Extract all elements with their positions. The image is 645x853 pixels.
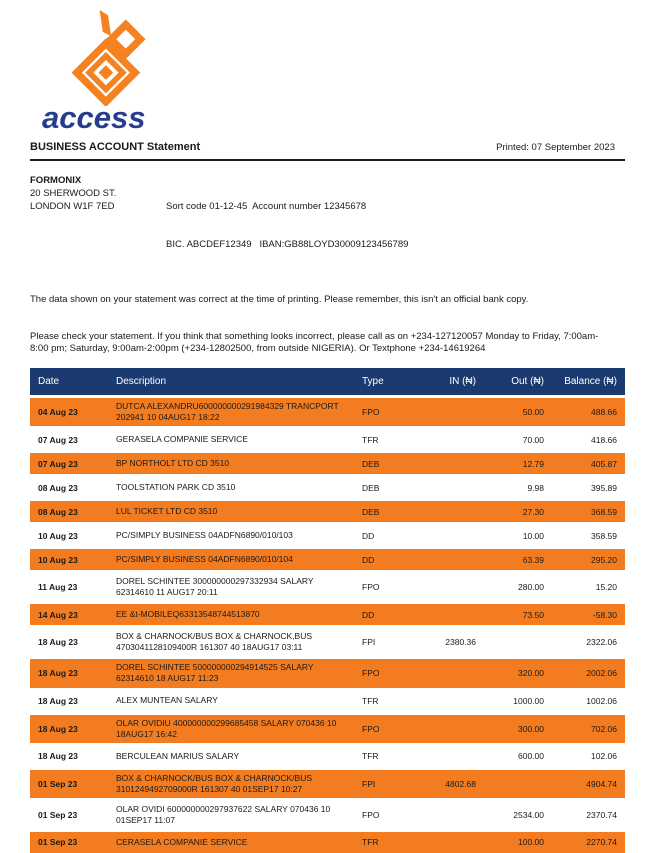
bank-wordmark: access [42, 100, 146, 135]
out-cell: 600.00 [518, 751, 544, 762]
table-row [30, 746, 625, 767]
description-cell: DOREL SCHINTEE 500000000294914525 SALARY 62314610 18 AUG17 11:23 [116, 662, 314, 684]
table-row [30, 604, 625, 625]
description-cell: BOX & CHARNOCK/BUS BOX & CHARNOCK,BUS 4703041128109400R 161307 40 18AUG17 03:11 [116, 631, 313, 653]
description-cell: CERASELA COMPANIE SERVICE [116, 836, 248, 847]
description-cell: EE &t-MOBILEQ63313548744513870 [116, 609, 260, 620]
description-cell: BP NORTHOLT LTD CD 3510 [116, 458, 230, 469]
out-cell: 73.50 [522, 609, 544, 620]
table-row [30, 832, 625, 853]
type-cell: FPI [362, 778, 376, 789]
table-row [30, 573, 625, 601]
date-cell: 18 Aug 23 [38, 696, 78, 706]
column-header-date: Date [38, 376, 60, 388]
balance-cell: 395.89 [591, 482, 617, 493]
type-cell: DD [362, 530, 375, 541]
out-cell: 70.00 [522, 434, 544, 445]
account-address [30, 175, 166, 278]
date-cell: 10 Aug 23 [38, 530, 78, 541]
account-codes [166, 175, 408, 278]
type-cell: DEB [362, 458, 380, 469]
description-cell: LUL TICKET LTD CD 3510 [116, 506, 218, 517]
out-cell: 300.00 [518, 723, 544, 734]
column-header-balance: Balance (₦) [564, 376, 617, 388]
date-cell: 18 Aug 23 [38, 637, 78, 648]
type-cell: FPO [362, 668, 380, 679]
description-cell: OLAR OVIDI 600000000297937622 SALARY 070436 10 01SEP17 11:07 [116, 803, 331, 825]
table-row [30, 501, 625, 522]
date-cell: 10 Aug 23 [38, 554, 78, 565]
account-info [30, 175, 625, 278]
in-cell: 2380.36 [445, 637, 476, 648]
date-cell: 01 Sep 23 [38, 778, 78, 789]
type-cell: DEB [362, 506, 380, 517]
description-cell: PC/SIMPLY BUSINESS 04ADFN6890/010/103 [116, 530, 293, 541]
type-cell: TFR [362, 837, 379, 848]
out-cell: 27.30 [522, 506, 544, 517]
column-header-type: Type [362, 376, 384, 388]
table-row [30, 715, 625, 743]
table-row [30, 549, 625, 570]
access-diamond-icon [70, 10, 146, 106]
balance-cell: 358.59 [591, 530, 617, 541]
out-cell: 10.00 [522, 530, 544, 541]
printed-date: Printed: 07 September 2023 [496, 142, 615, 153]
out-cell: 280.00 [518, 582, 544, 593]
date-cell: 07 Aug 23 [38, 434, 78, 445]
description-cell: OLAR OVIDIU 400000000299685458 SALARY 070436 10 18AUG17 16:42 [116, 717, 337, 739]
balance-cell: 1002.06 [586, 696, 617, 706]
balance-cell: 2322.06 [586, 637, 617, 648]
description-cell: BERCULEAN MARIUS SALARY [116, 750, 240, 761]
bank-logo [40, 10, 625, 133]
account-name: FORMONIX [30, 175, 82, 186]
type-cell: FPI [362, 637, 376, 648]
balance-cell: 405.87 [591, 458, 617, 469]
out-cell: 2534.00 [513, 809, 544, 820]
table-row [30, 770, 625, 798]
table-row [30, 628, 625, 656]
description-cell: BOX & CHARNOCK/BUS BOX & CHARNOCK/BUS 3101249492709000R 161307 40 01SEP17 10:27 [116, 772, 313, 794]
balance-cell: 15.20 [595, 582, 617, 593]
balance-cell: 488.66 [591, 407, 617, 418]
date-cell: 11 Aug 23 [38, 582, 78, 593]
title-bar [30, 141, 625, 161]
out-cell: 63.39 [522, 554, 544, 565]
balance-cell: 2370.74 [586, 809, 617, 820]
column-header-in: IN (₦) [449, 376, 476, 388]
type-cell: FPO [362, 582, 380, 593]
date-cell: 01 Sep 23 [38, 837, 78, 848]
date-cell: 08 Aug 23 [38, 506, 78, 517]
date-cell: 18 Aug 23 [38, 668, 78, 679]
date-cell: 18 Aug 23 [38, 751, 78, 762]
description-cell: GERASELA COMPANIE SERVICE [116, 434, 248, 445]
type-cell: FPO [362, 809, 380, 820]
balance-cell: 2002.06 [586, 668, 617, 679]
balance-cell: 2270.74 [586, 837, 617, 848]
type-cell: TFR [362, 696, 379, 706]
description-cell: TOOLSTATION PARK CD 3510 [116, 482, 236, 493]
balance-cell: 295.20 [591, 554, 617, 565]
page-title: BUSINESS ACCOUNT Statement [30, 141, 201, 153]
table-row [30, 453, 625, 474]
in-cell: 4802.68 [445, 778, 476, 789]
out-cell: 1000.00 [513, 696, 544, 706]
address-line-1: 20 SHERWOOD ST. [30, 187, 117, 199]
type-cell: FPO [362, 723, 380, 734]
check-statement-notice: Please check your statement. If you think that something looks incorrect, please call as on +234-127120057 Monday to Friday, 7:00am-8:00 pm; Saturday, 9:00am-2:00pm (+234-12802500, from outside NIGERIA). Or Textphone +234-14619264 [30, 330, 599, 355]
date-cell: 14 Aug 23 [38, 609, 78, 620]
table-row [30, 801, 625, 829]
balance-cell: 702.06 [591, 723, 617, 734]
column-header-out: Out (₦) [511, 376, 544, 388]
balance-cell: 102.06 [591, 751, 617, 762]
table-header-row [30, 368, 625, 395]
column-header-description: Description [116, 376, 167, 388]
out-cell: 320.00 [518, 668, 544, 679]
date-cell: 07 Aug 23 [38, 458, 78, 469]
table-row [30, 659, 625, 687]
type-cell: DD [362, 609, 375, 620]
table-row [30, 525, 625, 546]
bic-iban-line: BIC. ABCDEF12349 IBAN:GB88LOYD30009123456789 [166, 239, 409, 251]
data-correct-notice: The data shown on your statement was correct at the time of printing. Please remember, this isn't an official bank copy. [30, 293, 529, 305]
out-cell: 12.79 [522, 458, 544, 469]
table-row [30, 691, 625, 712]
table-row [30, 429, 625, 450]
date-cell: 08 Aug 23 [38, 482, 78, 493]
balance-cell: 418.66 [591, 434, 617, 445]
date-cell: 04 Aug 23 [38, 407, 78, 418]
out-cell: 50.00 [522, 407, 544, 418]
type-cell: FPO [362, 407, 380, 418]
table-row [30, 477, 625, 498]
description-cell: DOREL SCHINTEE 300000000297332934 SALARY 62314610 11 AUG17 20:11 [116, 576, 314, 598]
description-cell: PC/SIMPLY BUSINESS 04ADFN6890/010/104 [116, 554, 293, 565]
table-body [30, 398, 625, 853]
transactions-table [30, 368, 625, 853]
out-cell: 9.98 [527, 482, 544, 493]
address-line-2: LONDON W1F 7ED [30, 200, 115, 212]
type-cell: DEB [362, 482, 380, 493]
balance-cell: 4904.74 [586, 778, 617, 789]
out-cell: 100.00 [518, 837, 544, 848]
type-cell: TFR [362, 751, 379, 762]
description-cell: ALEX MUNTEAN SALARY [116, 695, 218, 706]
date-cell: 01 Sep 23 [38, 809, 78, 820]
type-cell: TFR [362, 434, 379, 445]
sort-code-line: Sort code 01-12-45 Account number 12345678 [166, 200, 367, 212]
table-row [30, 398, 625, 426]
description-cell: DUTCA ALEXANDRU600000000291984329 TRANCPORT 202941 10 04AUG17 18:22 [116, 401, 339, 423]
date-cell: 18 Aug 23 [38, 723, 78, 734]
balance-cell: -58.30 [592, 609, 617, 620]
balance-cell: 368.59 [591, 506, 617, 517]
type-cell: DD [362, 554, 375, 565]
